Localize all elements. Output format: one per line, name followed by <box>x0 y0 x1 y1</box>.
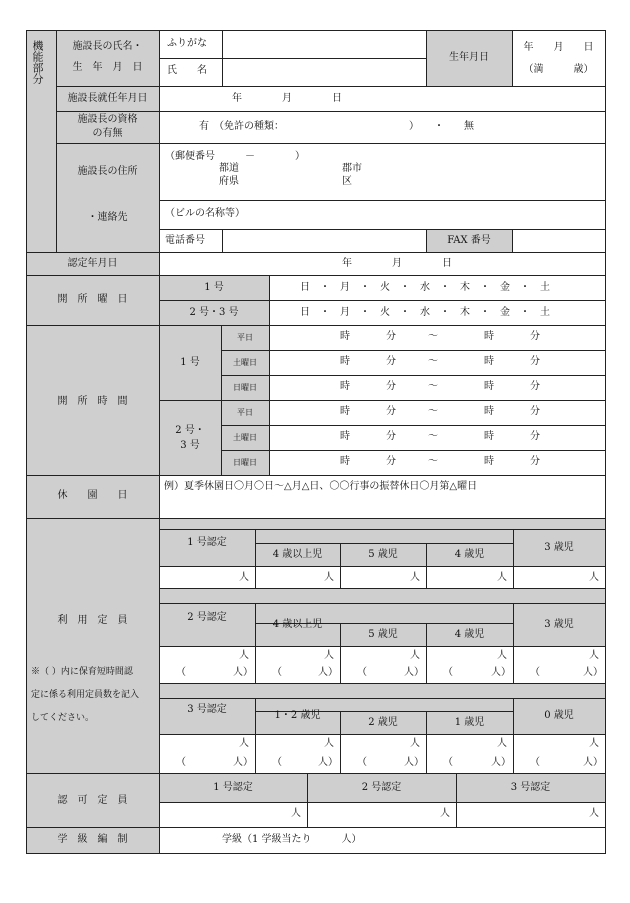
age-12-label: 1・2 歳児 <box>274 710 321 721</box>
building-name-field[interactable]: （ビルの名称等） <box>165 208 245 219</box>
capacity-note-2: 定に係る利用定員数を記入 <box>31 690 140 700</box>
rule-h <box>255 543 513 544</box>
paren-close[interactable]: 人） <box>318 667 338 678</box>
approved-capacity-label: 認 可 定 員 <box>57 795 128 806</box>
class-organization-label: 学 級 編 制 <box>57 834 128 845</box>
paren-open: （ <box>176 667 186 678</box>
paren-close[interactable]: 人） <box>491 667 511 678</box>
rule-h <box>159 734 605 735</box>
gou23-label: 2 号・3 号 <box>189 307 239 318</box>
range-separator: ～ <box>428 381 438 392</box>
appointment-label: 施設長就任年月日 <box>67 93 148 104</box>
fax-label: FAX 番号 <box>447 235 491 246</box>
phone-label: 電話番号 <box>165 235 205 246</box>
age-3-label: 3 歳児 <box>544 542 574 553</box>
rule-h <box>26 773 605 774</box>
hour-unit: 時 <box>484 356 494 367</box>
persons-unit[interactable]: 人 <box>497 572 507 583</box>
nintei1-label: 1 号認定 <box>187 537 227 548</box>
shaded-band-1 <box>159 518 605 529</box>
nintei2-label: 2 号認定 <box>187 612 227 623</box>
nintei-date-field[interactable]: 年 月 日 <box>342 258 452 269</box>
weekday-selector-2[interactable]: 日 ・ 月 ・ 火 ・ 水 ・ 木 ・ 金 ・ 土 <box>300 307 550 318</box>
capacity-note: ※（ ）内に保育短時間認 <box>31 667 133 677</box>
furigana-field[interactable] <box>224 32 424 56</box>
ninka-nintei1-label: 1 号認定 <box>213 782 253 793</box>
rule-h <box>26 475 605 476</box>
age-4plus-label: 4 歳以上児 <box>272 619 323 630</box>
rule-h <box>159 300 605 301</box>
ward-label: 区 <box>342 176 352 187</box>
shimei-label: 氏 名 <box>167 65 207 76</box>
rule-h <box>159 400 605 401</box>
shaded-band-3 <box>159 683 605 698</box>
contact-label: ・連絡先 <box>87 212 128 223</box>
paren-open: （ <box>357 667 367 678</box>
rule-v <box>159 30 160 252</box>
rule-h <box>26 325 605 326</box>
holiday-field[interactable]: 例）夏季休園日〇月〇日～△月△日、〇〇行事の振替休日〇月第△曜日 <box>164 481 478 492</box>
city-label: 郡市 <box>342 163 362 174</box>
hour-unit: 時 <box>484 331 494 342</box>
day-type-label: 平日 <box>237 408 253 417</box>
persons-unit[interactable]: 人 <box>239 650 249 661</box>
rule-h <box>159 683 605 684</box>
minute-unit: 分 <box>386 431 396 442</box>
age-2-label: 2 歳児 <box>368 717 398 728</box>
age-value: （満 歳） <box>523 64 594 75</box>
address-label: 施設長の住所 <box>77 166 138 177</box>
birthdate-value: 年 月 日 <box>523 42 594 53</box>
persons-unit[interactable]: 人 <box>410 650 420 661</box>
rule-v <box>605 30 606 853</box>
kinou-bubun-label: 機能部分 <box>31 40 44 84</box>
hours-gou1-label: 1 号 <box>180 357 200 368</box>
day-type-label: 平日 <box>237 333 253 342</box>
rule-h <box>56 143 605 144</box>
range-separator: ～ <box>428 456 438 467</box>
hour-unit: 時 <box>484 456 494 467</box>
day-type-label: 土曜日 <box>233 358 257 367</box>
paren-open: （ <box>443 757 453 768</box>
rule-v <box>512 229 513 252</box>
rule-h <box>159 529 605 530</box>
rule-h <box>159 603 605 604</box>
minute-unit: 分 <box>386 331 396 342</box>
rule-h <box>221 425 605 426</box>
hour-unit: 時 <box>340 381 350 392</box>
persons-unit[interactable]: 人 <box>589 738 599 749</box>
paren-close[interactable]: 人） <box>583 757 603 768</box>
age-4-label: 4 歳児 <box>454 549 485 560</box>
hours-gou23-label-2: 3 号 <box>180 440 200 451</box>
persons-unit[interactable]: 人 <box>589 650 599 661</box>
nintei-date-label: 認定年月日 <box>67 258 118 269</box>
age-0-label: 0 歳児 <box>544 710 574 721</box>
rule-h <box>26 252 605 253</box>
minute-unit: 分 <box>530 406 540 417</box>
nintei3-label: 3 号認定 <box>187 704 227 715</box>
minute-unit: 分 <box>530 356 540 367</box>
hour-unit: 時 <box>340 431 350 442</box>
postal-code-field[interactable]: （郵便番号 － ） <box>165 151 305 162</box>
shaded-band-2 <box>159 588 605 603</box>
capacity-label: 利 用 定 員 <box>57 615 128 626</box>
persons-unit[interactable]: 人 <box>291 808 301 819</box>
opening-hours-label: 開 所 時 間 <box>57 396 128 407</box>
rule-h <box>26 30 606 31</box>
director-birth-label: 生 年 月 日 <box>72 62 143 73</box>
paren-close[interactable]: 人） <box>233 667 253 678</box>
age-5-label: 5 歳児 <box>368 549 398 560</box>
hour-unit: 時 <box>340 456 350 467</box>
rule-v <box>222 229 223 252</box>
minute-unit: 分 <box>530 431 540 442</box>
paren-open: （ <box>530 757 540 768</box>
range-separator: ～ <box>428 356 438 367</box>
minute-unit: 分 <box>386 381 396 392</box>
capacity-note-3: してください。 <box>31 713 95 723</box>
rule-v <box>512 30 513 86</box>
rule-h <box>221 375 605 376</box>
minute-unit: 分 <box>386 356 396 367</box>
furigana-label: ふりがな <box>167 38 207 49</box>
rule-h <box>159 200 605 201</box>
shaded-riyou <box>26 518 159 773</box>
qualification-field[interactable]: 有 （免許の種類： ） ・ 無 <box>199 121 474 132</box>
persons-unit[interactable]: 人 <box>324 650 334 661</box>
holiday-label: 休 園 日 <box>57 490 128 501</box>
rule-h <box>26 518 605 519</box>
minute-unit: 分 <box>386 406 396 417</box>
rule-h <box>159 229 605 230</box>
persons-unit[interactable]: 人 <box>497 738 507 749</box>
minute-unit: 分 <box>530 456 540 467</box>
class-organization-field[interactable]: 学級（1 学級当たり 人） <box>222 834 362 845</box>
day-type-label: 日曜日 <box>233 458 257 467</box>
paren-close[interactable]: 人） <box>233 757 253 768</box>
hours-gou23-label: 2 号・ <box>175 425 205 436</box>
opening-days-label: 開 所 曜 日 <box>57 294 128 305</box>
hour-unit: 時 <box>484 431 494 442</box>
rule-h <box>221 450 605 451</box>
paren-open: （ <box>443 667 453 678</box>
day-type-label: 土曜日 <box>233 433 257 442</box>
hour-unit: 時 <box>484 406 494 417</box>
rule-v <box>26 30 27 853</box>
ninka-nintei3-label: 3 号認定 <box>510 782 551 793</box>
minute-unit: 分 <box>386 456 396 467</box>
range-separator: ～ <box>428 406 438 417</box>
paren-open: （ <box>272 757 282 768</box>
persons-unit[interactable]: 人 <box>239 738 249 749</box>
qualification-label-2: の有無 <box>92 128 123 139</box>
paren-open: （ <box>176 757 186 768</box>
rule-h <box>159 698 605 699</box>
paren-close[interactable]: 人） <box>491 757 511 768</box>
phone-field[interactable] <box>224 231 424 250</box>
persons-unit[interactable]: 人 <box>440 808 450 819</box>
rule-h <box>56 86 605 87</box>
paren-open: （ <box>357 757 367 768</box>
rule-h <box>159 802 605 803</box>
minute-unit: 分 <box>530 381 540 392</box>
gou1-label: 1 号 <box>204 282 224 293</box>
rule-v <box>269 275 270 325</box>
hour-unit: 時 <box>484 381 494 392</box>
age-5-label: 5 歳児 <box>368 629 398 640</box>
rule-h <box>221 350 605 351</box>
persons-unit[interactable]: 人 <box>410 738 420 749</box>
rule-h <box>159 646 605 647</box>
rule-h <box>159 58 426 59</box>
fax-field[interactable] <box>514 231 604 250</box>
rule-h <box>159 588 605 589</box>
persons-unit[interactable]: 人 <box>589 808 599 819</box>
paren-open: （ <box>272 667 282 678</box>
appointment-field[interactable]: 年 月 日 <box>232 93 342 104</box>
hour-unit: 時 <box>340 356 350 367</box>
persons-unit[interactable]: 人 <box>239 572 249 583</box>
director-name-label: 施設長の氏名・ <box>72 41 143 52</box>
age-4-label: 4 歳児 <box>454 629 485 640</box>
ninka-nintei2-label: 2 号認定 <box>361 782 402 793</box>
paren-close[interactable]: 人） <box>583 667 603 678</box>
persons-unit[interactable]: 人 <box>589 572 599 583</box>
age-4plus-label: 4 歳以上児 <box>272 549 323 560</box>
paren-open: （ <box>530 667 540 678</box>
prefecture-label: 都道 <box>219 163 239 174</box>
range-separator: ～ <box>428 431 438 442</box>
rule-h <box>159 566 605 567</box>
paren-close[interactable]: 人） <box>404 667 424 678</box>
paren-close[interactable]: 人） <box>404 757 424 768</box>
age-3-label: 3 歳児 <box>544 619 574 630</box>
hour-unit: 時 <box>340 406 350 417</box>
day-type-label: 日曜日 <box>233 383 257 392</box>
birthdate-label: 生年月日 <box>449 52 489 63</box>
persons-unit[interactable]: 人 <box>324 572 334 583</box>
age-1-label: 1 歳児 <box>454 717 485 728</box>
qualification-label: 施設長の資格 <box>77 114 138 125</box>
minute-unit: 分 <box>530 331 540 342</box>
prefecture-label-2: 府県 <box>219 176 239 187</box>
rule-h <box>56 111 605 112</box>
persons-unit[interactable]: 人 <box>497 650 507 661</box>
rule-h <box>26 275 605 276</box>
hour-unit: 時 <box>340 331 350 342</box>
persons-unit[interactable]: 人 <box>324 738 334 749</box>
weekday-selector-1[interactable]: 日 ・ 月 ・ 火 ・ 水 ・ 木 ・ 金 ・ 土 <box>300 282 550 293</box>
persons-unit[interactable]: 人 <box>410 572 420 583</box>
range-separator: ～ <box>428 331 438 342</box>
name-field[interactable] <box>224 60 424 84</box>
rule-h <box>26 853 606 854</box>
rule-h <box>26 827 605 828</box>
paren-close[interactable]: 人） <box>318 757 338 768</box>
